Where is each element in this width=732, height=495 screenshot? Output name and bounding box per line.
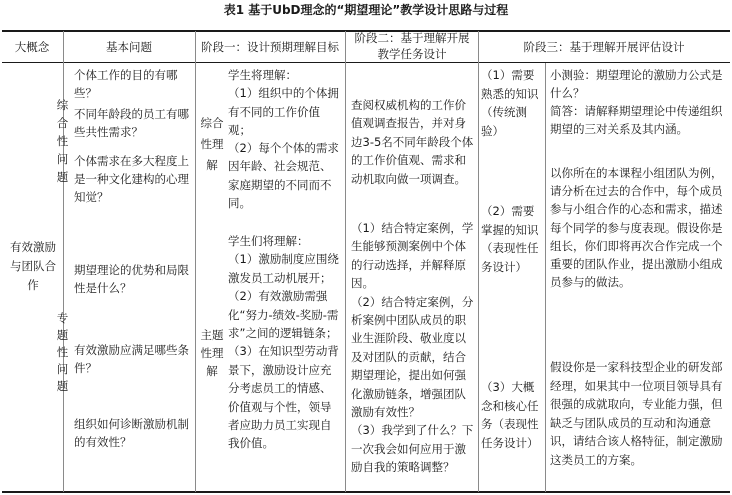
header-stage-three: 阶段三：基于理解开展评估设计 (523, 40, 685, 54)
assessment-text: 以你所在的本课程小组团队为例，请分析在过去的合作中，每个成员参与小组合作的心态和需求，描述每个同学的参与度表现。假设你是组长，你们即将再次合作完成一个重要的团队作业，提出激励小组成员参与的做法。 (550, 166, 723, 290)
question-item: 个体需求在多大程度上是一种文化建构的心理知觉？ (74, 154, 189, 204)
header-bottom-rule (2, 62, 730, 63)
question-item: 有效激励应满足哪些条件？ (74, 343, 189, 375)
column-divider (478, 31, 479, 492)
understanding-label: 综合性理解 (200, 116, 224, 172)
column-divider (345, 31, 346, 492)
understanding-text: 学生将理解： （1）组织中的个体拥有不同的工作价值观； （2）每个个体的需求因年龄、社会规范、家庭期望的不同而不同。 (228, 68, 339, 211)
question-item: 期望理论的优势和局限性是什么？ (74, 263, 189, 295)
question-group-label: 专题性问题 (56, 311, 69, 393)
understanding-label: 主题性理解 (200, 328, 224, 378)
question-item: 组织如何诊断激励机制的有效性？ (74, 417, 189, 449)
table-bottom-rule (2, 491, 730, 493)
question-group-label: 综合性问题 (56, 98, 69, 184)
big-concept: 有效激励与团队合作 (10, 240, 56, 292)
header-stage-two: 阶段二：基于理解开展教学任务设计 (354, 31, 470, 61)
assessment-label: （1）需要熟悉的知识（传统测验） (481, 68, 539, 138)
table-title: 表1 基于UbD理念的“期望理论”教学设计思路与过程 (223, 3, 509, 17)
header-stage-one: 阶段一：设计预期理解目标 (201, 40, 339, 54)
assessment-text: 假设你是一家科技型企业的研发部经理，如果其中一位项目领导具有很强的成就取向，专业能力强，但缺乏与团队成员的互动和沟通意识，请结合该人格特征，制定激励这类员工的方案。 (550, 360, 723, 467)
question-item: 个体工作的目的有哪些？ (74, 68, 178, 100)
header-basic-question: 基本问题 (106, 40, 152, 54)
question-item: 不同年龄段的员工有哪些共性需求？ (74, 107, 189, 139)
assessment-label: （2）需要掌握的知识（表现性任务设计） (481, 204, 539, 274)
header-big-concept: 大概念 (14, 40, 50, 54)
assessment-label: （3）大概念和核心任务（表现性任务设计） (481, 380, 539, 450)
task-design-text: （1）结合特定案例，学生能够预测案例中个体的行动选择，并解释原因。 （2）结合特定案例，分析案例中团队成员的职业生涯阶段、敬业度以及对团队的贡献，结合期望理论，提出如何强化激励链条，增强团队激励有效性？ （3）我学到了什么？下一次我会如何应用于激励自我的策略调整？ (351, 221, 474, 475)
assessment-text: 小测验：期望理论的激励力公式是什么？ 简答：请解释期望理论中传递组织期望的三对关系及其内涵。 (550, 68, 723, 136)
subcolumn-divider (545, 63, 546, 492)
understanding-text: 学生们将理解： （1）激励制度应围绕激发员工动机展开； （2）有效激励需强化“努力-绩效-奖励-需求”之间的逻辑链条； （3）在知识型劳动背景下，激励设计应充分考虑员工的情感、价值观与个性，领导者应助力员工实现自我价值。 (228, 234, 339, 451)
task-design-text: 查阅权威机构的工作价值观调查报告，并对身边3-5名不同年龄段个体的工作价值观、需求和动机取向做一项调查。 (351, 98, 474, 186)
column-divider (195, 31, 196, 492)
